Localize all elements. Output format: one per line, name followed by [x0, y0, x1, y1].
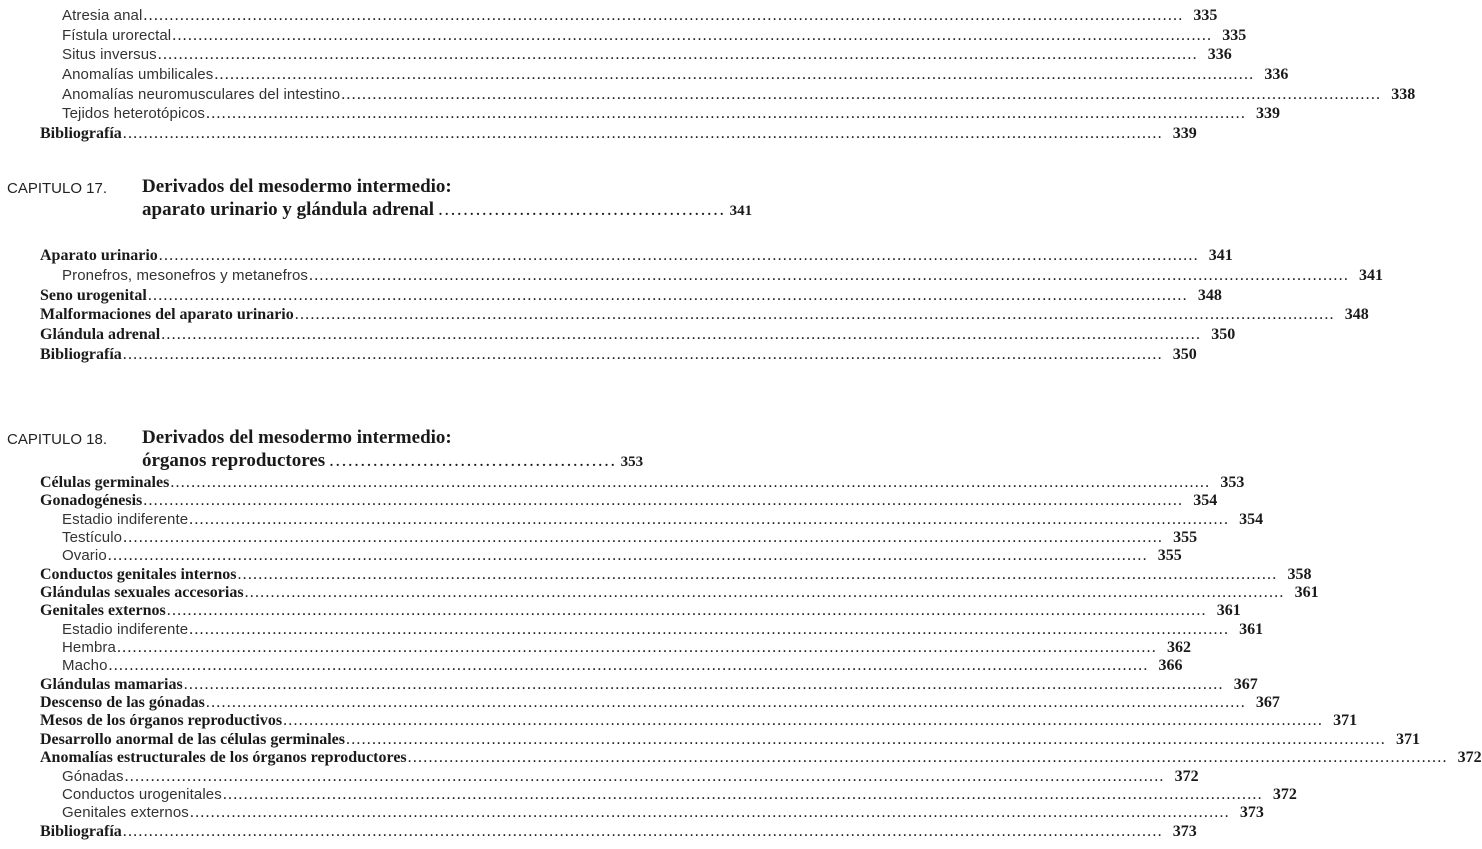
- toc-entry: [0, 246, 1233, 266]
- toc-entry: [0, 785, 1297, 804]
- toc-section-chapter-18: [0, 474, 1482, 841]
- toc-entry: [0, 657, 1183, 675]
- toc-section-continued: [0, 6, 1416, 144]
- dot-leader: ........................................................................................................................................................................................................: [407, 749, 1448, 767]
- toc-entry: [0, 804, 1264, 822]
- dot-leader: ........................................................................................................................................................................................................: [172, 26, 1213, 44]
- toc-entry-page: 338: [1391, 85, 1416, 103]
- toc-entry: [0, 325, 1236, 345]
- toc-entry-label: Desarrollo anormal de las células germinales: [40, 730, 345, 748]
- dot-leader: ........................................................................................................................................................................................................: [143, 492, 1184, 510]
- dot-leader: ........................................................................................................................................................................................................: [237, 565, 1278, 583]
- toc-entry-page: 354: [1193, 492, 1218, 510]
- dot-leader: ........................................................................................................................................................................................................: [341, 85, 1382, 103]
- dot-leader: ........................................................................................................................................................................................................: [183, 675, 1224, 693]
- toc-entry-page: 361: [1294, 584, 1319, 602]
- toc-entry-label: Atresia anal: [62, 7, 143, 24]
- toc-entry-page: 373: [1172, 822, 1197, 840]
- dot-leader: ........................................................................................................................................................................................................: [157, 46, 1198, 64]
- toc-entry-label: Conductos genitales internos: [40, 565, 237, 583]
- toc-entry: [0, 6, 1218, 26]
- toc-entry: [0, 305, 1369, 325]
- toc-entry: [0, 492, 1218, 510]
- dot-leader: ..............................................: [329, 450, 617, 471]
- toc-entry-label: Bibliografía: [40, 125, 122, 143]
- toc-entry-page: 336: [1264, 66, 1289, 84]
- toc-entry-label: Fístula urorectal: [62, 26, 172, 44]
- dot-leader: ........................................................................................................................................................................................................: [244, 584, 1285, 602]
- dot-leader: ........................................................................................................................................................................................................: [143, 7, 1184, 24]
- toc-entry-label: Mesos de los órganos reproductivos: [40, 712, 283, 730]
- toc-entry: [0, 474, 1245, 492]
- toc-entry: [0, 730, 1420, 749]
- dot-leader: ........................................................................................................................................................................................................: [214, 66, 1255, 84]
- toc-entry: [0, 602, 1241, 620]
- toc-entry: [0, 286, 1222, 306]
- dot-leader: ........................................................................................................................................................................................................: [124, 767, 1165, 785]
- dot-leader: ........................................................................................................................................................................................................: [170, 474, 1211, 491]
- chapter-page-number: 353: [620, 454, 644, 470]
- toc-entry-page: 341: [1208, 247, 1233, 264]
- toc-entry-label: Gonadogénesis: [40, 492, 143, 510]
- toc-entry: [0, 266, 1384, 286]
- toc-entry: [0, 45, 1232, 65]
- toc-entry-label: Testículo: [62, 529, 123, 547]
- toc-entry-page: 361: [1239, 620, 1264, 638]
- toc-entry-page: 348: [1197, 286, 1222, 304]
- chapter-number: CAPITULO 18.: [7, 431, 108, 448]
- toc-entry: [0, 694, 1280, 712]
- toc-entry-page: 371: [1333, 712, 1358, 730]
- toc-entry: [0, 65, 1289, 85]
- toc-entry-label: Anomalías neuromusculares del intestino: [62, 85, 341, 103]
- dot-leader: ........................................................................................................................................................................................................: [116, 639, 1157, 657]
- toc-entry-label: Bibliografía: [40, 345, 122, 363]
- toc-entry-page: 372: [1272, 785, 1297, 803]
- toc-entry: [0, 26, 1247, 46]
- dot-leader: ........................................................................................................................................................................................................: [147, 286, 1188, 304]
- toc-entry: [0, 749, 1482, 767]
- toc-entry-page: 341: [1359, 266, 1384, 284]
- dot-leader: ........................................................................................................................................................................................................: [108, 657, 1149, 675]
- toc-entry-page: 350: [1172, 345, 1197, 363]
- toc-entry-page: 350: [1211, 326, 1236, 344]
- toc-entry-page: 353: [1220, 474, 1245, 491]
- toc-entry-page: 361: [1216, 602, 1241, 620]
- toc-entry-page: 372: [1457, 749, 1482, 767]
- toc-entry-page: 335: [1193, 7, 1218, 24]
- chapter-title-line1: Derivados del mesodermo intermedio:: [142, 176, 452, 197]
- toc-entry-label: Células germinales: [40, 474, 170, 491]
- dot-leader: ........................................................................................................................................................................................................: [189, 620, 1230, 638]
- toc-entry-page: 348: [1344, 306, 1369, 324]
- dot-leader: ........................................................................................................................................................................................................: [205, 694, 1246, 712]
- toc-entry-label: Hembra: [62, 639, 116, 657]
- toc-entry: [0, 620, 1264, 639]
- dot-leader: ........................................................................................................................................................................................................: [166, 602, 1207, 620]
- toc-entry: [0, 345, 1197, 365]
- toc-entry-label: Situs inversus: [62, 46, 157, 64]
- toc-entry-label: Conductos urogenitales: [62, 785, 222, 803]
- dot-leader: ........................................................................................................................................................................................................: [122, 822, 1163, 840]
- toc-entry-page: 366: [1158, 657, 1183, 675]
- toc-entry-label: Seno urogenital: [40, 286, 147, 304]
- toc-entry-page: 354: [1239, 510, 1264, 528]
- toc-entry: [0, 529, 1198, 547]
- dot-leader: ........................................................................................................................................................................................................: [309, 266, 1350, 284]
- dot-leader: ........................................................................................................................................................................................................: [222, 785, 1263, 803]
- toc-entry-label: Ovario: [62, 547, 107, 565]
- toc-entry-label: Glándula adrenal: [40, 326, 161, 344]
- dot-leader: ........................................................................................................................................................................................................: [161, 326, 1202, 344]
- toc-entry-label: Anomalías estructurales de los órganos reproductores: [40, 749, 407, 767]
- toc-entry: [0, 767, 1199, 786]
- toc-entry-label: Descenso de las gónadas: [40, 694, 205, 712]
- chapter-page-number: 341: [729, 203, 753, 219]
- toc-entry-label: Aparato urinario: [40, 247, 158, 264]
- toc-entry-label: Glándulas sexuales accesorias: [40, 584, 244, 602]
- dot-leader: ........................................................................................................................................................................................................: [122, 345, 1163, 363]
- chapter-number: CAPITULO 17.: [7, 180, 108, 197]
- toc-entry-page: 335: [1222, 26, 1247, 44]
- toc-entry-label: Glándulas mamarias: [40, 675, 183, 693]
- dot-leader: ........................................................................................................................................................................................................: [283, 712, 1324, 730]
- dot-leader: ........................................................................................................................................................................................................: [158, 247, 1199, 264]
- dot-leader: ........................................................................................................................................................................................................: [346, 730, 1386, 748]
- dot-leader: ........................................................................................................................................................................................................: [107, 547, 1148, 565]
- toc-entry: [0, 675, 1258, 694]
- toc-section-chapter-17: [0, 246, 1384, 365]
- toc-entry-label: Genitales externos: [62, 804, 189, 822]
- chapter-title-line1: Derivados del mesodermo intermedio:: [142, 427, 452, 448]
- toc-entry-page: 362: [1166, 639, 1191, 657]
- toc-entry: [0, 104, 1281, 124]
- toc-entry-label: Pronefros, mesonefros y metanefros: [62, 266, 309, 284]
- toc-entry: [0, 822, 1197, 841]
- dot-leader: ........................................................................................................................................................................................................: [122, 125, 1163, 143]
- toc-entry: [0, 510, 1264, 529]
- toc-entry-page: 358: [1287, 565, 1312, 583]
- toc-entry-label: Tejidos heterotópicos: [62, 105, 206, 123]
- toc-entry-page: 355: [1157, 547, 1182, 565]
- dot-leader: ..............................................: [438, 199, 726, 220]
- toc-entry-page: 373: [1239, 804, 1264, 822]
- dot-leader: ........................................................................................................................................................................................................: [123, 529, 1164, 547]
- toc-entry-page: 336: [1207, 46, 1232, 64]
- toc-entry-label: Macho: [62, 657, 108, 675]
- dot-leader: ........................................................................................................................................................................................................: [294, 306, 1335, 324]
- toc-entry-label: Estadio indiferente: [62, 620, 189, 638]
- toc-entry-label: Gónadas: [62, 767, 124, 785]
- toc-entry-label: Estadio indiferente: [62, 510, 189, 528]
- toc-entry-page: 339: [1172, 125, 1197, 143]
- toc-entry: [0, 85, 1416, 105]
- toc-entry-page: 367: [1255, 694, 1280, 712]
- toc-entry: [0, 547, 1182, 565]
- toc-entry: [0, 565, 1312, 584]
- toc-entry-label: Bibliografía: [40, 822, 122, 840]
- toc-entry-page: 371: [1396, 730, 1420, 748]
- chapter-title-line2: aparato urinario y glándula adrenal: [142, 199, 435, 220]
- dot-leader: ........................................................................................................................................................................................................: [189, 804, 1230, 822]
- dot-leader: ........................................................................................................................................................................................................: [189, 510, 1230, 528]
- toc-entry: [0, 584, 1319, 602]
- toc-entry-page: 339: [1256, 105, 1281, 123]
- toc-entry: [0, 639, 1191, 657]
- toc-entry: [0, 124, 1197, 144]
- toc-entry-page: 372: [1174, 767, 1199, 785]
- toc-entry: [0, 712, 1358, 730]
- toc-entry-label: Anomalías umbilicales: [62, 66, 214, 84]
- toc-entry-label: Malformaciones del aparato urinario: [40, 306, 294, 324]
- chapter-title-line2: órganos reproductores: [142, 450, 326, 471]
- toc-entry-label: Genitales externos: [40, 602, 166, 620]
- toc-entry-page: 367: [1233, 675, 1258, 693]
- toc-entry-page: 355: [1173, 529, 1198, 547]
- dot-leader: ........................................................................................................................................................................................................: [206, 105, 1247, 123]
